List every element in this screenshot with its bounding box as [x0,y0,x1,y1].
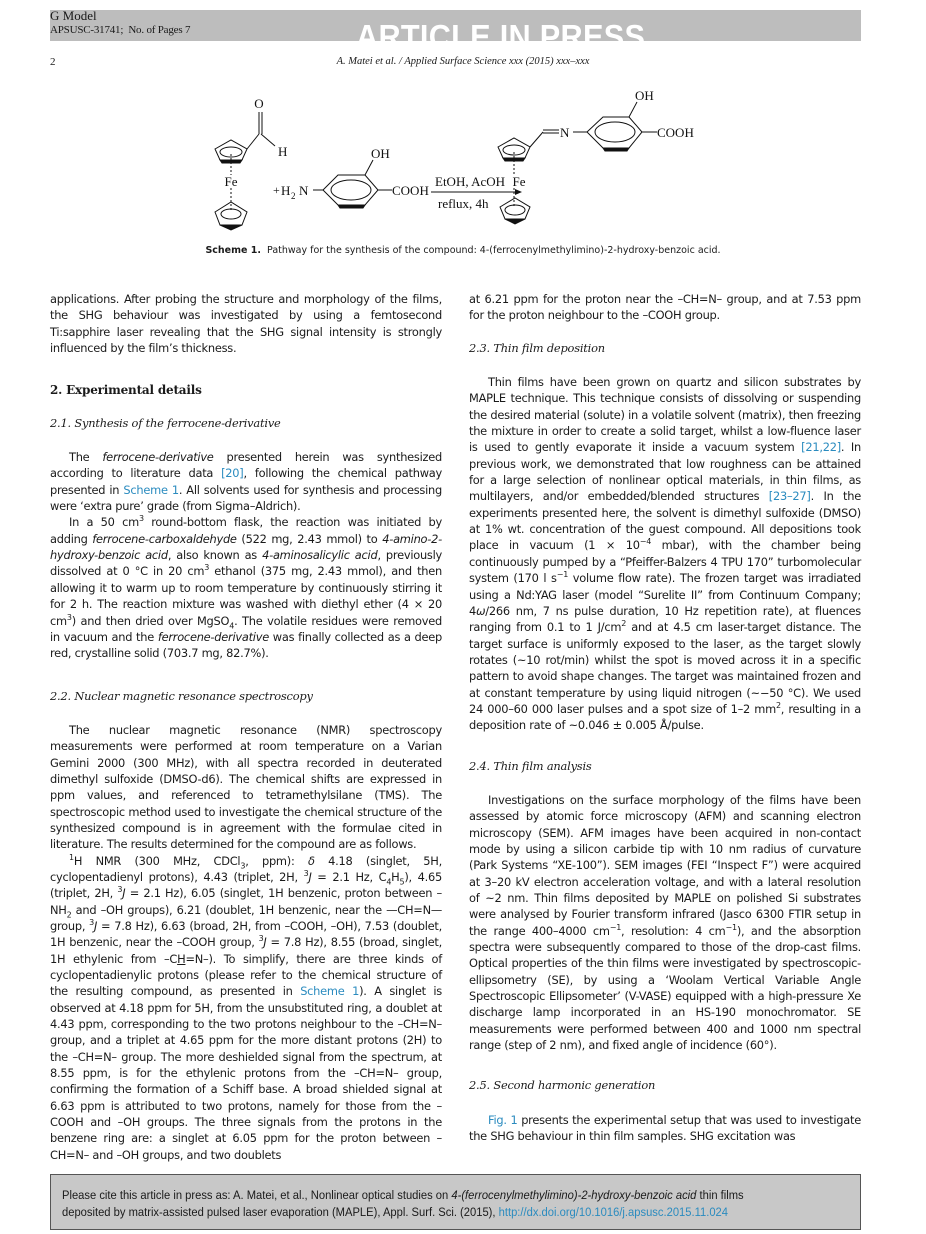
paragraph-synthesis-2: In a 50 $cm^3$ round-bottom flask, the reaction was initiated by adding ferrocene-carboxaldehyde (522 mg, 2.43 mmol) to 4-amino-2-hydroxy-benzoic acid, also known as 4-aminosalicylic acid, previously dissolved at 0 °C in 20 $cm^3$ ethanol (375 mg, 2.43 mmol), and then allowing it to warm up to room temperature by continuously stirring it for 2 h. The reaction mixture was washed with diethyl ether (4 × 20 $cm^3$) and then dried over MgSO$_4$. The volatile residues were removed in vacuum and the ferrocene-derivative was finally collected as a deep red, crystalline solid (703.7 mg, 82.7%). [50,514,443,661]
cyclopentadienyl-ring-bottom-left [215,202,247,230]
scheme-caption [0,245,926,256]
figure-link[interactable]: Fig. 1 [488,1112,518,1127]
hydroxyl-label-reactant: OH [371,146,390,161]
reaction-scheme [195,82,735,242]
left-column [50,291,442,1163]
benzene-ring-product [587,117,642,151]
subsection-heading-nmr: 2.2. Nuclear magnetic resonance spectroscopy [50,688,313,703]
paragraph-nmr-2: $^1$H NMR (300 MHz, CDCl$_3$, ppm): δ 4.18 (singlet, 5H, cyclopentadienyl protons), 4.43 (triplet, 2H, $^3$J = 2.1 Hz, $C_4H_5$), 4.65 (triplet, 2H, $^3$J = 2.1 Hz), 6.05 (singlet, 1H benzenic, proton between $-NH_2$ and –OH groups), 6.21 (doublet, 1H benzenic, near the —CH=N— group, $^3$J = 7.8 Hz), 6.63 (broad, 2H, from –COOH, –OH), 7.53 (doublet, 1H benzenic, near the –COOH group, $^3$J = 7.8 Hz), 8.55 (broad, singlet, 1H ethylenic from –CH=N–). To simplify, there are three kinds of cyclopentadienylic protons (please refer to the chemical structure of the resulting compound, as presented in Scheme 1). A singlet is observed at 4.18 ppm for 5H, from the unsubstituted ring, a doublet at 4.43 ppm, corresponding to the two protons neighbour to the –CH=N– group, and a triplet at 4.65 ppm for the more distant protons (2H) to the –CH=N– group. The more deshielded signal from the spectrum, at 8.55 ppm, is for the ethylenic protons from the –CH=N– group, confirming the formation of a Schiff base. A broad shielded signal at 6.63 ppm is attributed to two protons, namely for those from the –COOH and –OH groups. The three signals from the protons in the benzene ring are: a singlet at 6.05 ppm for the proton between –CH=N– and –OH groups, and two doublets [50,852,443,1162]
iron-label-right: Fe [512,174,526,189]
reaction-conditions-top: EtOH, AcOH [435,174,506,189]
subsection-heading-deposition: 2.3. Thin film deposition [469,340,605,355]
cyclopentadienyl-ring-bottom-right [500,198,530,224]
amine-n-label: N [299,183,309,198]
citation-box [50,1174,861,1230]
paragraph-nmr-continued: at 6.21 ppm for the proton near the –CH=N– group, and at 7.53 ppm for the proton neighbour to the –COOH group. [469,292,861,323]
subsection-heading-analysis: 2.4. Thin film analysis [469,758,592,773]
aldehyde-bond [247,134,259,149]
amine-subscript: 2 [291,191,296,201]
scheme-link[interactable]: Scheme 1 [123,482,179,497]
paragraph-deposition: Thin films have been grown on quartz and silicon substrates by MAPLE technique. This technique consists of dissolving or suspending the desired material (solute) in a volatile solvent (matrix), then freezing the mixture in order to create a solid target, whilst a low-fluence laser is used to gently evaporate it inside a vacuum system [21,22]. In previous work, we demonstrated that low roughness can be attained for a large selection of nonlinear optical materials, in thin films, as multilayers, and/or embedded/blended structures [23–27]. In the experiments presented here, the solvent is dimethyl sulfoxide (DMSO) at 1% wt. concentration of the guest compound. All depositions took place in vacuum ($1 \times 10^{-4}$ mbar), with the chamber being continuously pumped by a “Pfeiffer-Balzers 4 TPU 170” turbomolecular system (170 l $s^{-1}$ volume flow rate). The frozen target was irradiated using a Nd:YAG laser (model “Surelite II” from Continuum Company; 4ω/266 nm, 7 ns pulse duration, 10 Hz repetition rate), at fluences ranging from 0.1 to 1 $J/cm^2$ and at 4.5 cm laser-target distance. The target surface is uniformly exposed to the laser, as the target slowly rotates (~10 rot/min) whilst the spot is moved across it in a specific pattern to avoid shape changes. The target was maintained frozen and at constant temperature by using liquid nitrogen (~−50 °C). We used 24 000–60 000 laser pulses and a spot size of 1–2 $mm^2$, resulting in a deposition rate of ~0.046 ± 0.005 Å/pulse. [469,375,862,733]
scheme-caption-text: Pathway for the synthesis of the compound: 4-(ferrocenylmethylimino)-2-hydroxy-benzoic acid. [267,245,721,256]
reference-link[interactable]: [23–27] [768,489,811,504]
reaction-conditions-bottom: reflux, 4h [438,196,489,211]
banner-text: ARTICLE IN PRESS [356,18,646,55]
section-heading-experimental: 2. Experimental details [50,383,202,398]
imine-n-label: N [560,125,570,140]
benzene-ring-reactant [323,175,378,208]
iron-label-left: Fe [224,174,238,189]
scheme-caption-label: Scheme 1. [205,245,261,256]
imine-bond [530,132,543,147]
right-column [469,291,861,1144]
paragraph-analysis: Investigations on the surface morphology of the films have been assessed by atomic force microscopy (AFM) and scanning electron microscopy (SEM). AFM images have been acquired in non-contact mode by using a silicon carbide tip with 10 nm radius of curvature (Park Systems “XE-100”). SEM images (FEI “Inspect F”) were acquired at 3–20 kV electron acceleration voltage, and with a lateral resolution of ~2 nm. Thin films deposited by MAPLE on polished Si substrates were analysed by Fourier transform infrared (Jasco 6300 FTIR setup in the range 400–4000 $cm^{-1}$, resolution: 4 $cm^{-1}$), and the absorption spectra were subsequently compared to those of the drop-cast films. Optical properties of the thin films were investigated by spectroscopic-ellipsometry (SE), by using a ‘Woolam Vertical Variable Angle Spectroscopic Ellipsometer’ (V-VASE) equipped with a high-pressure Xe discharge lamp incorporated in an HS-190 monochromator. SE measurements were performed between 400 and 1000 nm spectral range (step of 2 nm), and fixed angle of incidence (60°). [469,792,861,1053]
reference-link[interactable]: [20] [221,466,244,481]
page-count: No. of Pages 7 [128,24,191,36]
aldehyde-hydrogen-label: H [278,144,288,159]
amine-h-label: H [281,183,291,198]
paragraph-nmr-1: The nuclear magnetic resonance (NMR) spectroscopy measurements were performed at room temperature on a Varian Gemini 2000 (300 MHz), with all spectra recorded in deuterated dimethyl sulfoxide (DMSO-d6). The chemical shifts are expressed in ppm values, and referenced to tetramethylsilane (TMS). The spectroscopic method used to investigate the chemical structure of the synthesized compound is in agreement with the formulae cited in literature. The results determined for the compound are as follows. [50,722,442,852]
citation-text: Please cite this article in press as: A. Matei, et al., Nonlinear optical studies on 4-(ferrocenylmethylimino)-2-hydroxy-benzoic acid thin films deposited by matrix-assisted pulsed laser evaporation (MAPLE), Appl. Surf. Sci. (2015), http://dx.doi.org/10.1016/j.apsusc.2015.11.024 [62,1188,744,1219]
running-head: A. Matei et al. / Applied Surface Science xxx (2015) xxx–xxx [336,56,590,67]
carboxyl-label-product: COOH [657,125,694,140]
scheme-link[interactable]: Scheme 1 [300,984,360,999]
paragraph-synthesis-1: The ferrocene-derivative presented herein was synthesized according to literature data [20], following the chemical pathway presented in Scheme 1. All solvents used for synthesis and processing were ‘extra pure’ grade (from Sigma–Aldrich). [50,450,442,514]
carboxyl-label-reactant: COOH [392,183,429,198]
plus-sign: + [273,183,280,197]
paragraph-shg: Fig. 1 presents the experimental setup that was used to investigate the SHG behaviour in thin film samples. SHG excitation was [469,1112,861,1144]
subsection-heading-shg: 2.5. Second harmonic generation [469,1078,656,1093]
page-number: 2 [50,56,56,68]
manuscript-info [50,9,190,37]
intro-paragraph: applications. After probing the structure and morphology of the films, the SHG behaviour was investigated by using a femtosecond Ti:sapphire laser revealing that the SHG signal intensity is strongly influenced by the film’s thickness. [50,292,442,356]
subsection-heading-synthesis: 2.1. Synthesis of the ferrocene-derivative [50,415,281,430]
hydroxyl-label-product: OH [635,88,654,103]
g-model-label: G Model [50,8,97,23]
doi-link[interactable]: http://dx.doi.org/10.1016/j.apsusc.2015.11.024 [498,1205,728,1219]
reference-link[interactable]: [21,22] [801,440,841,455]
manuscript-id: APSUSC-31741; [50,24,124,36]
aldehyde-oxygen-label: O [254,96,264,111]
scheme-drawing [195,82,735,242]
